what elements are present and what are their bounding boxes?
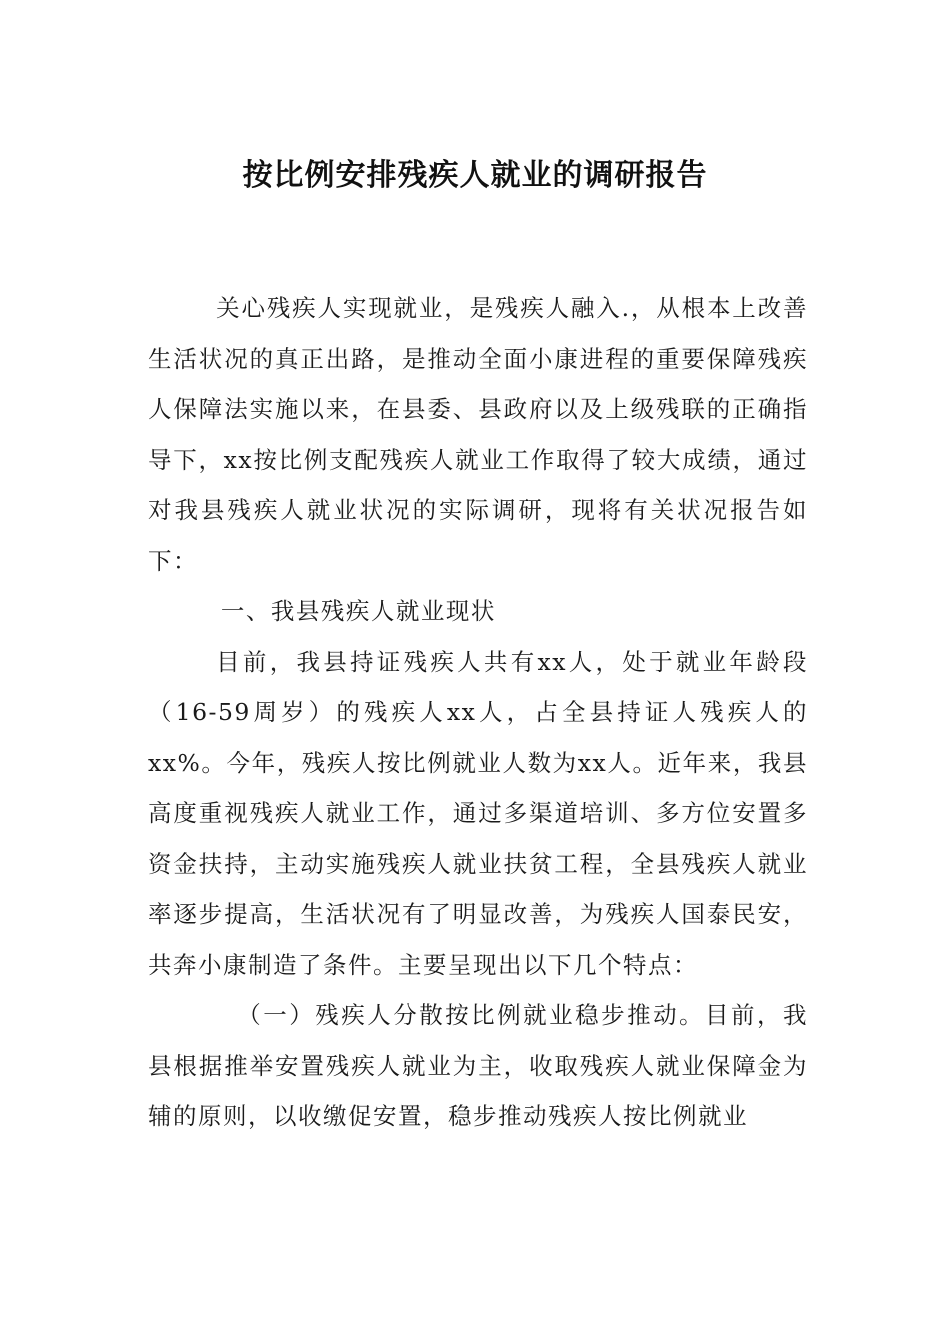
status-paragraph: 目前，我县持证残疾人共有xx人，处于就业年龄段（16-59周岁）的残疾人xx人，占全县持证人残疾人的xx%。今年，残疾人按比例就业人数为xx人。近年来，我县高度重视残疾人就业工作，通过多渠道培训、多方位安置多资金扶持，主动实施残疾人就业扶贫工程，全县残疾人就业率逐步提高，生活状况有了明显改善，为残疾人国泰民安，共奔小康制造了条件。主要呈现出以下几个特点： bbox=[148, 647, 808, 979]
section-heading: 一、我县残疾人就业现状 bbox=[220, 597, 496, 625]
intro-paragraph: 关心残疾人实现就业，是残疾人融入.，从根本上改善生活状况的真正出路，是推动全面小康进程的重要保障残疾人保障法实施以来，在县委、县政府以及上级残联的正确指导下，xx按比例支配残疾人就业工作取得了较大成绩，通过对我县残疾人就业状况的实际调研，现将有关状况报告如下： bbox=[148, 294, 808, 575]
document-body bbox=[148, 283, 808, 1142]
document-title: 按比例安排残疾人就业的调研报告 bbox=[242, 158, 708, 194]
subsection-paragraph: （一）残疾人分散按比例就业稳步推动。目前，我县根据推举安置残疾人就业为主，收取残疾人就业保障金为辅的原则，以收缴促安置，稳步推动残疾人按比例就业 bbox=[148, 1001, 808, 1130]
